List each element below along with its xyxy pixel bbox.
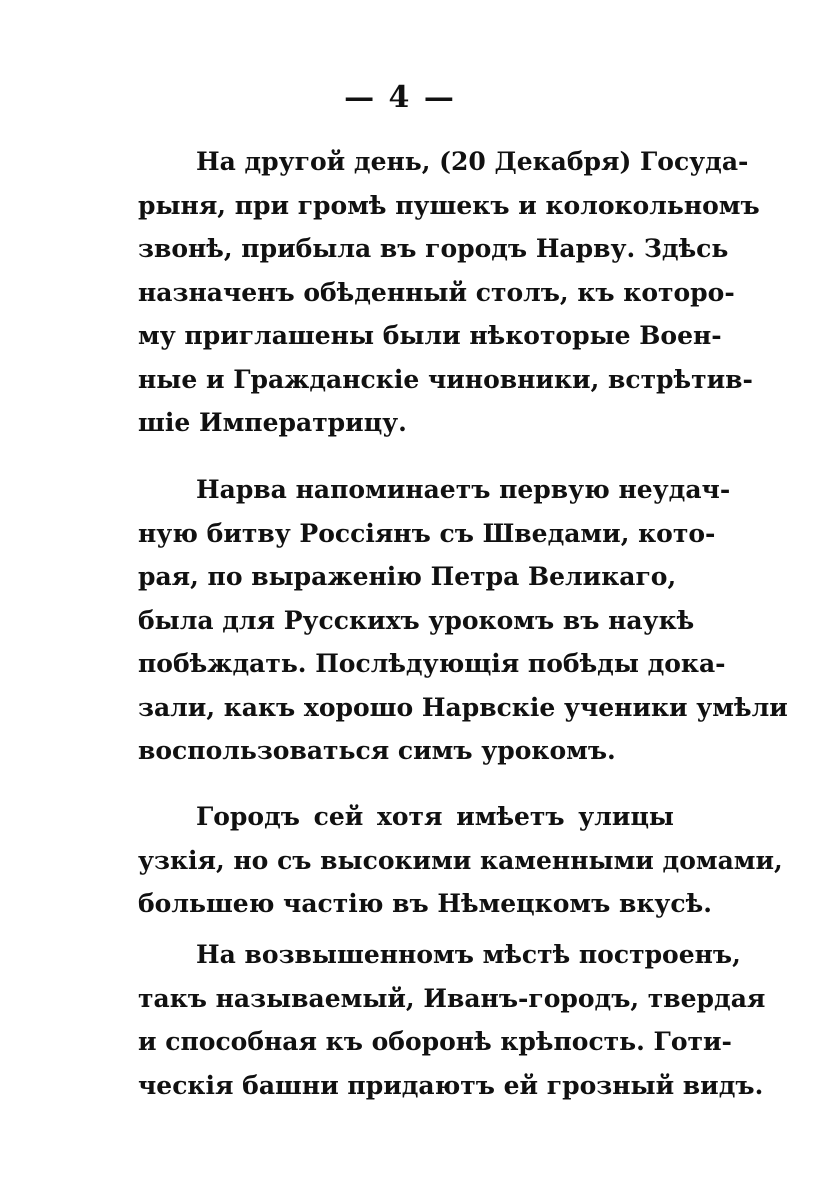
paragraph-line: На другой день, (20 Декабря) Госуда- (196, 147, 749, 176)
paragraph-4 (138, 933, 766, 1107)
paragraph-line: узкія, но съ высокими каменными домами, (138, 845, 783, 875)
paragraph-line: На возвышенномъ мѣстѣ построенъ, (196, 940, 741, 969)
paragraph-line: звонѣ, прибыла въ городъ Нарву. Здѣсь (138, 234, 729, 263)
paragraph-line: ную битву Россіянъ съ Шведами, кото- (138, 518, 716, 548)
paragraph-line: Городъ сей хотя имѣетъ улицы (196, 802, 674, 831)
paragraph-line: побѣждать. Послѣдующія побѣды дока- (138, 649, 726, 678)
paragraph-line: рая, по выраженію Петра Великаго, (138, 562, 677, 591)
paragraph-line: Нарва напоминаетъ первую неудач- (196, 475, 731, 504)
paragraph-line: большею частію въ Нѣмецкомъ вкусѣ. (138, 889, 712, 918)
paragraph-line: ные и Гражданскіе чиновники, встрѣтив- (138, 364, 753, 394)
paragraph-3 (138, 795, 783, 926)
paragraph-line: такъ называемый, Иванъ-городъ, твердая (138, 983, 766, 1013)
paragraph-2 (138, 468, 788, 773)
paragraph-line: рыня, при громѣ пушекъ и колокольномъ (138, 190, 760, 220)
paragraph-1 (138, 140, 760, 445)
paragraph-line: воспользоваться симъ урокомъ. (138, 736, 616, 765)
paragraph-line: шіе Императрицу. (138, 408, 407, 437)
paragraph-line: и способная къ оборонѣ крѣпость. Готи- (138, 1027, 732, 1056)
paragraph-line: назначенъ обѣденный столъ, къ которо- (138, 277, 735, 307)
paragraph-line: ческія башни придаютъ ей грозный видъ. (138, 1070, 764, 1100)
page-number: — 4 — (344, 80, 456, 115)
paragraph-line: зали, какъ хорошо Нарвскіе ученики умѣли (138, 692, 788, 722)
paragraph-line: была для Русскихъ урокомъ въ наукѣ (138, 605, 695, 635)
paragraph-line: му приглашены были нѣкоторые Воен- (138, 321, 722, 350)
